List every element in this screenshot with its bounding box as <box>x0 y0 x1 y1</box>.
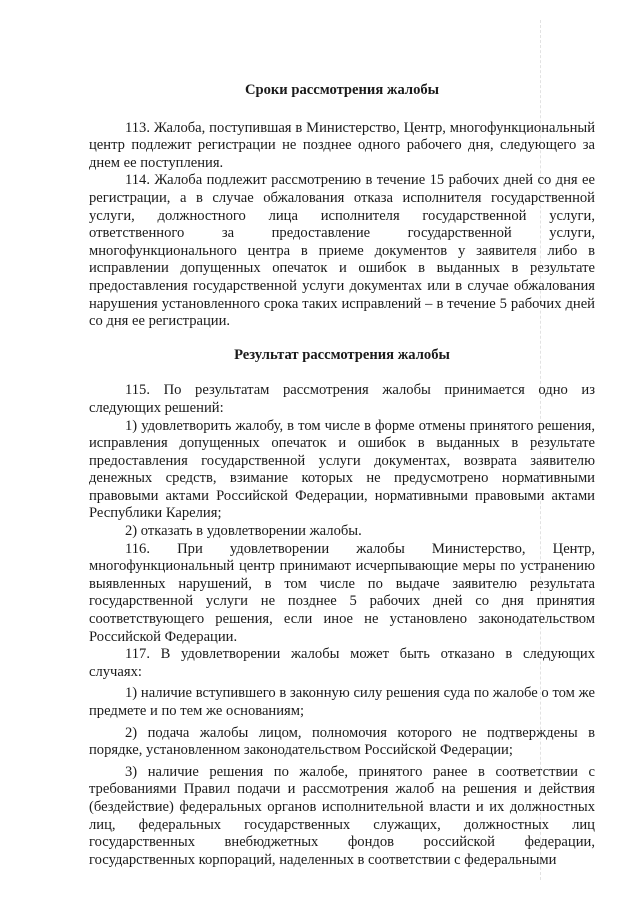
paragraph-117-item-3: 3) наличие решения по жалобе, принятого ранее в соответствии с требованиями Правил подачи и рассмотрения жалоб на решения и действия (бездействие) федеральных органов исполнительной власти и их должностных лиц, федеральных государственных служащих, должностных лиц государственных внебюджетных фондов российской федерации, государственных корпораций, наделенных в соответствии с федеральными <box>89 763 595 868</box>
paragraph-115-item-1: 1) удовлетворить жалобу, в том числе в форме отмены принятого решения, исправления допущенных опечаток и ошибок в выданных в результате предоставления государственной услуги документах, возврата заявителю денежных средств, взимание которых не предусмотрено нормативными правовыми актами Российской Федерации, нормативными правовыми актами Республики Карелия; <box>89 417 595 522</box>
paragraph-117-item-2: 2) подача жалобы лицом, полномочия которого не подтверждены в порядке, установленном законодательством Российской Федерации; <box>89 724 595 759</box>
paragraph-114: 114. Жалоба подлежит рассмотрению в течение 15 рабочих дней со дня ее регистрации, а в случае обжалования отказа исполнителя государственной услуги, должностного лица исполнителя государственной услуги, ответственного за предоставление государственной услуги, многофункционального центра в приеме документов у заявителя либо в исправлении допущенных опечаток и ошибок в выданных в результате предоставления государственной услуги документах или в случае обжалования нарушения установленного срока таких исправлений – в течение 5 рабочих дней со дня ее регистрации. <box>89 172 595 330</box>
section-heading-review-result: Результат рассмотрения жалобы <box>234 346 450 363</box>
paragraph-116: 116. При удовлетворении жалобы Министерство, Центр, многофункциональный центр принимают исчерпывающие меры по устранению выявленных нарушений, в том числе по выдаче заявителю результата государственной услуги не позднее 5 рабочих дней со дня принятия соответствующего решения, если иное не установлено законодательством Российской Федерации. <box>89 540 595 645</box>
paragraph-115: 115. По результатам рассмотрения жалобы принимается одно из следующих решений: <box>89 382 595 416</box>
paragraph-113: 113. Жалоба, поступившая в Министерство, Центр, многофункциональный центр подлежит регистрации не позднее одного рабочего дня, следующего за днем ее поступления. <box>89 119 595 171</box>
paragraph-117-item-1: 1) наличие вступившего в законную силу решения суда по жалобе о том же предмете и по тем же основаниям; <box>89 685 595 719</box>
paragraph-115-item-2: 2) отказать в удовлетворении жалобы. <box>125 523 362 540</box>
section-heading-review-terms: Сроки рассмотрения жалобы <box>244 82 440 98</box>
document-body <box>89 82 595 869</box>
paragraph-117: 117. В удовлетворении жалобы может быть отказано в следующих случаях: <box>89 646 595 680</box>
